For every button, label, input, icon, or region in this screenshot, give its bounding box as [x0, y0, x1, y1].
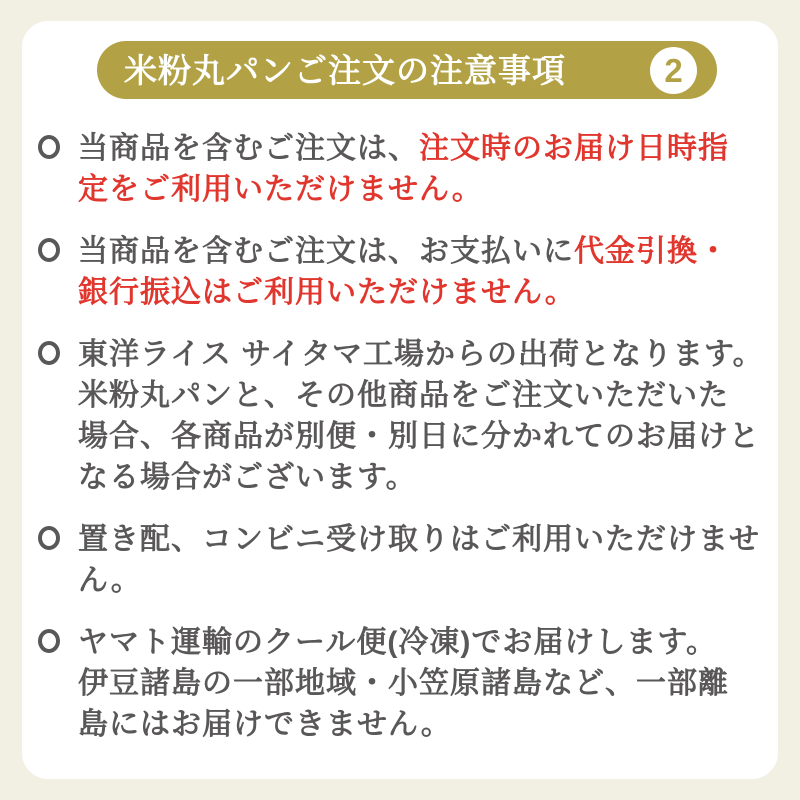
notice-segment-text: 伊豆諸島の一部地域・小笠原諸島など、一部離 — [78, 667, 729, 700]
notice-item — [22, 128, 778, 210]
notice-segment-text: ん。 — [78, 564, 142, 597]
notice-segment-text: 当商品を含むご注文は、お支払いに — [78, 235, 574, 268]
notice-text — [78, 622, 778, 745]
step-number-badge — [650, 47, 697, 94]
notice-text — [78, 334, 778, 498]
notice-highlight-text: 定をご利用いただけません。 — [78, 173, 483, 206]
notice-text — [78, 519, 778, 601]
notice-line — [78, 457, 778, 498]
notice-segment-text: 米粉丸パンと、その他商品をご注文いただいた — [78, 379, 729, 412]
notice-segment-text: 島にはお届けできません。 — [78, 708, 452, 741]
notice-segment-text: 東洋ライス サイタマ工場からの出荷となります。 — [78, 338, 764, 371]
circle-bullet-icon — [38, 135, 60, 159]
circle-bullet-icon — [38, 526, 60, 550]
circle-bullet-icon — [38, 238, 60, 262]
notice-item — [22, 622, 778, 745]
notice-line — [78, 622, 778, 663]
notice-segment-text: 当商品を含むご注文は、 — [78, 132, 419, 165]
notice-item — [22, 231, 778, 313]
header-bar — [97, 41, 717, 99]
notice-line — [78, 169, 778, 210]
notice-highlight-text: 銀行振込はご利用いただけません。 — [78, 276, 576, 309]
circle-bullet-icon — [38, 341, 60, 365]
notice-line — [78, 128, 778, 169]
notice-highlight-text: 注文時のお届け日時指 — [419, 132, 729, 165]
notice-segment-text: 置き配、コンビニ受け取りはご利用いただけませ — [78, 523, 760, 556]
notice-line — [78, 416, 778, 457]
notice-line — [78, 663, 778, 704]
notice-highlight-text: 代金引換・ — [574, 235, 729, 268]
notice-line — [78, 560, 778, 601]
page-title: 米粉丸パンご注文の注意事項 — [124, 51, 566, 89]
notice-segment-text: ヤマト運輸のクール便(冷凍)でお届けします。 — [78, 626, 717, 659]
notice-item — [22, 519, 778, 601]
notice-line — [78, 519, 778, 560]
notice-line — [78, 704, 778, 745]
notice-line — [78, 231, 778, 272]
notice-text — [78, 231, 778, 313]
notice-item — [22, 334, 778, 498]
notice-text — [78, 128, 778, 210]
notice-segment-text: 場合、各商品が別便・別日に分かれてのお届けと — [78, 420, 760, 453]
notice-list — [22, 128, 778, 766]
notice-line — [78, 375, 778, 416]
circle-bullet-icon — [38, 629, 60, 653]
notice-line — [78, 272, 778, 313]
step-number: 2 — [664, 51, 683, 89]
notice-segment-text: なる場合がございます。 — [78, 461, 417, 494]
notice-line — [78, 334, 778, 375]
notice-card — [22, 21, 778, 779]
